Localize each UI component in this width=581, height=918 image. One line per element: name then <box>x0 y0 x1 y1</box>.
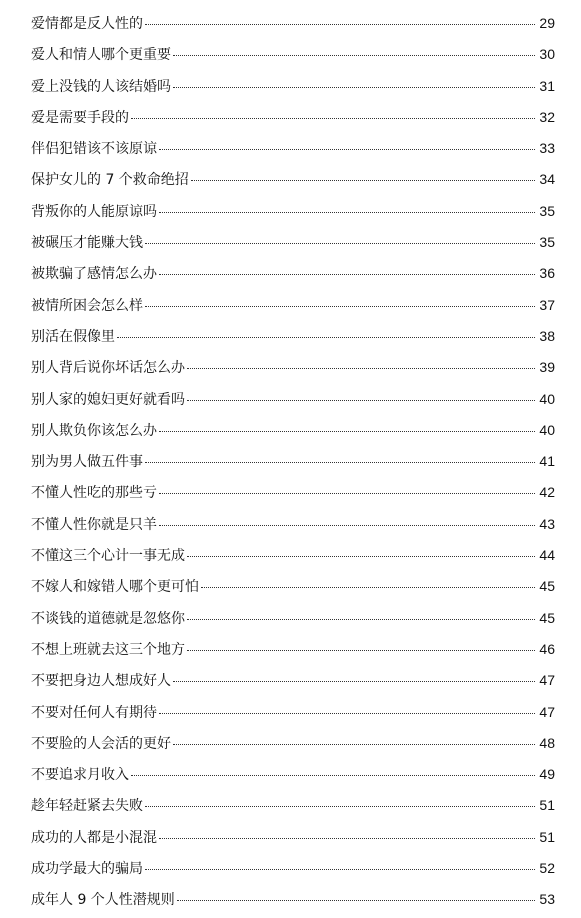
dot-leader <box>159 431 535 432</box>
dot-leader <box>145 462 535 463</box>
toc-entry[interactable] <box>31 634 555 665</box>
toc-entry-page: 33 <box>539 140 555 157</box>
toc-entry-title: 别人背后说你坏话怎么办 <box>31 360 185 377</box>
dot-leader <box>117 337 535 338</box>
toc-entry-page: 46 <box>539 640 555 657</box>
toc-entry[interactable] <box>31 8 555 39</box>
toc-entry[interactable] <box>31 477 555 508</box>
toc-entry-page: 30 <box>539 46 555 63</box>
dot-leader <box>145 306 535 307</box>
toc-entry-page: 38 <box>539 327 555 344</box>
toc-entry-page: 31 <box>539 77 555 94</box>
toc-entry-page: 32 <box>539 108 555 125</box>
toc-entry-title: 被碾压才能赚大钱 <box>31 235 143 252</box>
toc-entry-title: 被欺骗了感情怎么办 <box>31 266 157 283</box>
toc-entry[interactable] <box>31 227 555 258</box>
toc-entry-page: 43 <box>539 515 555 532</box>
dot-leader <box>159 274 535 275</box>
toc-entry-title: 背叛你的人能原谅吗 <box>31 203 157 220</box>
toc-entry[interactable] <box>31 790 555 821</box>
toc-entry-title: 不嫁人和嫁错人哪个更可怕 <box>31 579 199 596</box>
toc-entry-title: 不想上班就去这三个地方 <box>31 641 185 658</box>
toc-entry-page: 53 <box>539 891 555 908</box>
toc-entry[interactable] <box>31 853 555 884</box>
toc-entry[interactable] <box>31 384 555 415</box>
toc-entry-page: 41 <box>539 453 555 470</box>
dot-leader <box>187 650 535 651</box>
toc-entry[interactable] <box>31 164 555 195</box>
dot-leader <box>145 24 535 25</box>
toc-entry-page: 52 <box>539 860 555 877</box>
toc-entry-page: 40 <box>539 390 555 407</box>
toc-entry[interactable] <box>31 759 555 790</box>
dot-leader <box>159 713 535 714</box>
toc-entry-page: 45 <box>539 609 555 626</box>
toc-entry-page: 49 <box>539 766 555 783</box>
toc-entry[interactable] <box>31 133 555 164</box>
toc-entry[interactable] <box>31 884 555 915</box>
toc-entry[interactable] <box>31 290 555 321</box>
toc-entry[interactable] <box>31 39 555 70</box>
toc-entry-page: 29 <box>539 15 555 31</box>
toc-entry[interactable] <box>31 540 555 571</box>
toc-entry-page: 51 <box>539 828 555 845</box>
dot-leader <box>159 149 535 150</box>
toc-entry-title: 爱是需要手段的 <box>31 109 129 126</box>
toc-entry-title: 被情所困会怎么样 <box>31 297 143 314</box>
toc-entry-title: 别人家的媳妇更好就看吗 <box>31 391 185 408</box>
dot-leader <box>187 619 535 620</box>
toc-entry[interactable] <box>31 509 555 540</box>
toc-entry[interactable] <box>31 603 555 634</box>
dot-leader <box>159 838 535 839</box>
toc-entry-page: 47 <box>539 672 555 689</box>
toc-entry-title: 别为男人做五件事 <box>31 454 143 471</box>
toc-entry-title: 别人欺负你该怎么办 <box>31 422 157 439</box>
toc-entry-page: 34 <box>539 171 555 188</box>
toc-entry-title: 成功的人都是小混混 <box>31 829 157 846</box>
dot-leader <box>173 87 535 88</box>
toc-entry-page: 42 <box>539 484 555 501</box>
toc-entry-title: 保护女儿的 7 个救命绝招 <box>31 172 189 189</box>
toc-entry-title: 不要对任何人有期待 <box>31 704 157 721</box>
toc-entry-title: 不懂这三个心计一事无成 <box>31 548 185 565</box>
toc-entry-title: 不懂人性你就是只羊 <box>31 516 157 533</box>
dot-leader <box>159 212 535 213</box>
toc-entry-page: 45 <box>539 578 555 595</box>
toc-entry-page: 36 <box>539 265 555 282</box>
dot-leader <box>177 900 535 901</box>
toc-entry-title: 不要脸的人会活的更好 <box>31 735 171 752</box>
toc-entry-page: 39 <box>539 359 555 376</box>
toc-entry-title: 别活在假像里 <box>31 328 115 345</box>
dot-leader <box>145 869 535 870</box>
toc-entry[interactable] <box>31 102 555 133</box>
dot-leader <box>187 368 535 369</box>
toc-entry[interactable] <box>31 415 555 446</box>
toc-entry[interactable] <box>31 728 555 759</box>
toc-entry[interactable] <box>31 196 555 227</box>
dot-leader <box>201 587 535 588</box>
toc-entry[interactable] <box>31 321 555 352</box>
toc-entry-page: 40 <box>539 421 555 438</box>
toc-entry[interactable] <box>31 571 555 602</box>
toc-entry-title: 爱人和情人哪个更重要 <box>31 47 171 64</box>
toc-entry-page: 44 <box>539 547 555 564</box>
toc-entry[interactable] <box>31 258 555 289</box>
toc-entry-page: 37 <box>539 296 555 313</box>
toc-entry[interactable] <box>31 822 555 853</box>
dot-leader <box>159 525 535 526</box>
dot-leader <box>159 493 535 494</box>
dot-leader <box>173 744 535 745</box>
toc-entry-page: 51 <box>539 797 555 814</box>
dot-leader <box>173 681 535 682</box>
toc-entry-title: 趁年轻赶紧去失败 <box>31 798 143 815</box>
toc-entry[interactable] <box>31 71 555 102</box>
dot-leader <box>187 556 535 557</box>
dot-leader <box>173 55 535 56</box>
toc-entry-title: 不谈钱的道德就是忽悠你 <box>31 610 185 627</box>
toc-entry-title: 成功学最大的骗局 <box>31 861 143 878</box>
toc-entry-title: 成年人 9 个人性潜规则 <box>31 892 175 909</box>
toc-entry[interactable] <box>31 446 555 477</box>
dot-leader <box>131 775 535 776</box>
toc-entry[interactable] <box>31 697 555 728</box>
toc-entry-page: 48 <box>539 734 555 751</box>
toc-entry-title: 爱情都是反人性的 <box>31 16 143 32</box>
dot-leader <box>131 118 535 119</box>
toc-entry[interactable] <box>31 665 555 696</box>
toc-entry-title: 伴侣犯错该不该原谅 <box>31 141 157 158</box>
toc-entry-page: 35 <box>539 234 555 251</box>
dot-leader <box>191 180 535 181</box>
toc-entry-title: 不懂人性吃的那些亏 <box>31 485 157 502</box>
toc-entry-page: 35 <box>539 202 555 219</box>
table-of-contents <box>31 8 555 916</box>
toc-entry-page: 47 <box>539 703 555 720</box>
toc-entry-title: 爱上没钱的人该结婚吗 <box>31 78 171 95</box>
toc-entry-title: 不要追求月收入 <box>31 767 129 784</box>
dot-leader <box>145 243 535 244</box>
dot-leader <box>187 400 535 401</box>
dot-leader <box>145 806 535 807</box>
toc-entry-title: 不要把身边人想成好人 <box>31 673 171 690</box>
toc-entry[interactable] <box>31 352 555 383</box>
